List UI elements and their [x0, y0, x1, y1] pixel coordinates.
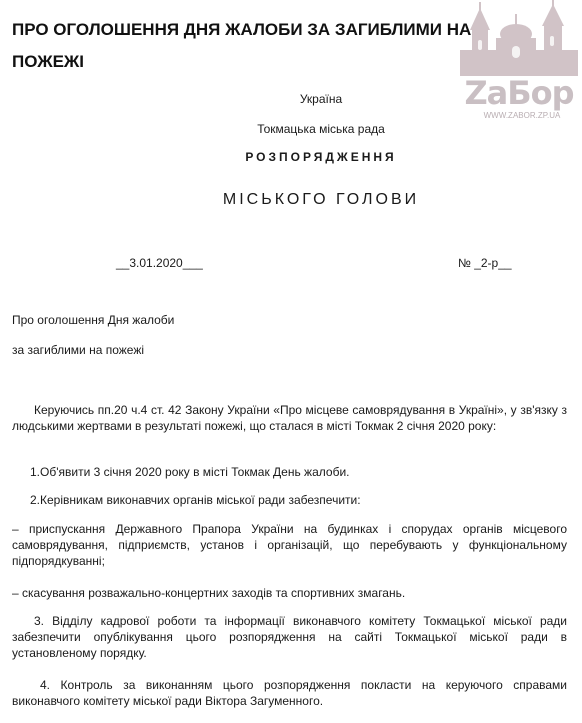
- paragraph-item-1: 1.Об'явити 3 січня 2020 року в місті Токмак День жалоби.: [30, 465, 350, 479]
- page-title: ПРО ОГОЛОШЕННЯ ДНЯ ЖАЛОБИ ЗА ЗАГИБЛИМИ НА ПОЖЕЖІ: [12, 20, 472, 71]
- doc-type-heading: РОЗПОРЯДЖЕННЯ: [245, 150, 397, 164]
- paragraph-item-3: 3. Відділу кадрової роботи та інформації виконавчого комітету Токмацької міської ради забезпечити опублікування цього розпорядження на сайті Токмацької міської ради в установленому порядку.: [12, 614, 567, 660]
- paragraph-bullet-events: – скасування розважально-концертних заходів та спортивних змагань.: [12, 586, 406, 600]
- document-number: № _2-р__: [458, 256, 512, 270]
- council-label: Токмацька міська рада: [257, 122, 385, 136]
- paragraph-preamble: Керуючись пп.20 ч.4 ст. 42 Закону України «Про місцеве самоврядування в Україні», у зв'язку з людськими жертвами в результаті пожежі, що сталася в місті Токмак 2 січня 2020 року:: [12, 403, 567, 433]
- paragraph-item-4: 4. Контроль за виконанням цього розпорядження покласти на керуючого справами виконавчого комітету міської ради Віктора Загуменного.: [12, 678, 567, 708]
- subject-line-1: Про оголошення Дня жалоби: [12, 313, 175, 327]
- logo-url: WWW.ZABOR.ZP.UA: [483, 111, 561, 120]
- issuer-heading: МІСЬКОГО ГОЛОВИ: [222, 191, 420, 208]
- logo-text: ZaБор: [464, 74, 574, 112]
- document-date: __3.01.2020___: [116, 256, 203, 270]
- paragraph-item-2: 2.Керівникам виконавчих органів міської ради забезпечити:: [30, 493, 361, 507]
- subject-line-2: за загиблими на пожежі: [12, 343, 145, 357]
- paragraph-bullet-flag: – приспускання Державного Прапора України на будинках і спорудах органів місцевого самоврядування, підприємств, установ і організацій, що перебувають у функціональному підпорядкуванні;: [12, 522, 567, 568]
- country-label: Україна: [299, 92, 343, 106]
